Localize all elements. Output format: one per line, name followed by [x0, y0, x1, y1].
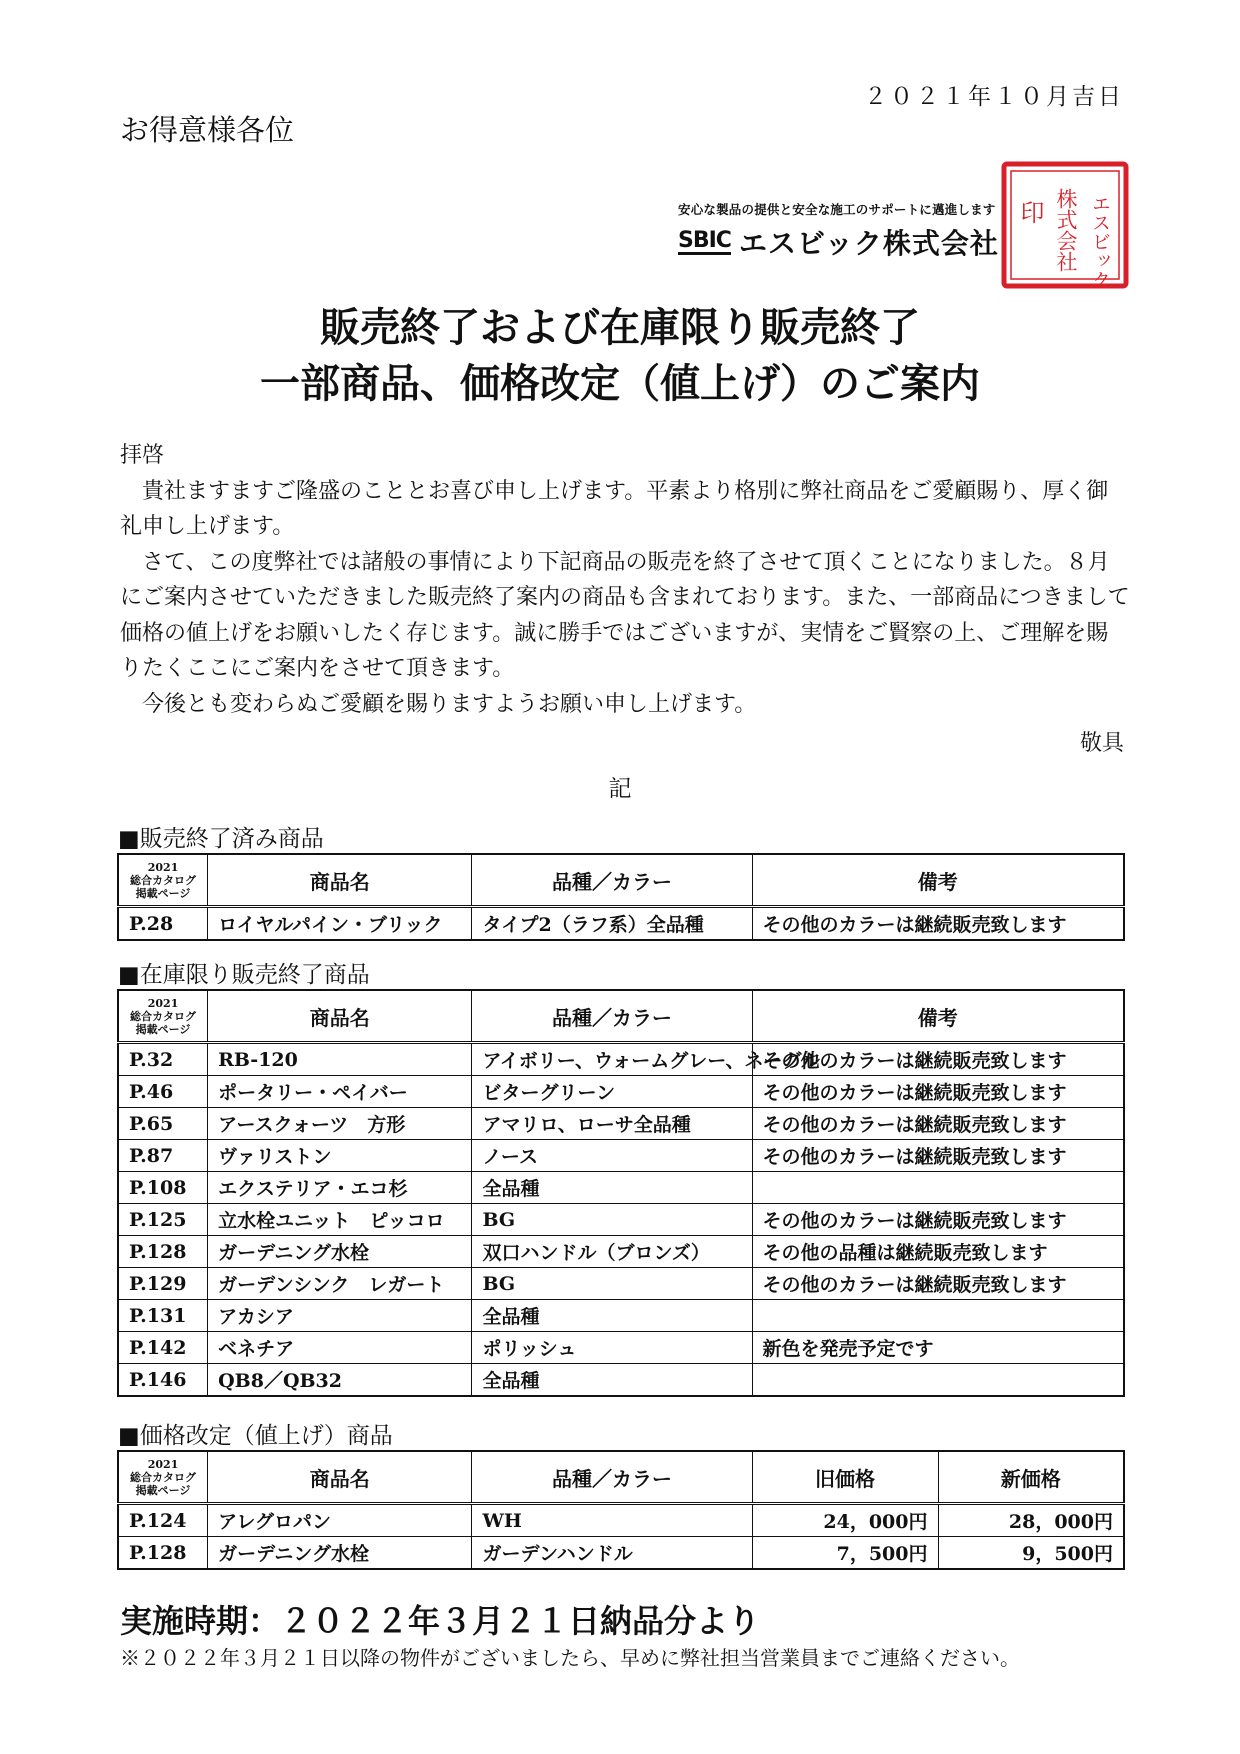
addressee: お得意様各位 [120, 113, 295, 147]
cell-page: P.108 [118, 1172, 208, 1204]
table-row [118, 1236, 1124, 1268]
header-new-price: 新価格 [938, 1451, 1124, 1504]
table-row [118, 907, 1124, 941]
section-title-discontinued: ■販売終了済み商品 [118, 826, 324, 852]
cell-old: 24，000円 [752, 1504, 938, 1537]
cell-name: アレグロパン [208, 1504, 472, 1537]
header-note: 備考 [752, 854, 1124, 907]
table-row [118, 1300, 1124, 1332]
cell-name: 立水栓ユニット ピッコロ [208, 1204, 472, 1236]
header-name: 商品名 [208, 854, 472, 907]
header-catalog-page [118, 990, 208, 1043]
header-catalog-page [118, 854, 208, 907]
cell-note: その他のカラーは継続販売致します [752, 1108, 1124, 1140]
company-tagline: 安心な製品の提供と安全な施工のサポートに邁進します [678, 202, 996, 217]
cell-name: アカシア [208, 1300, 472, 1332]
cell-kind: BG [472, 1268, 752, 1300]
cell-page: P.128 [118, 1537, 208, 1570]
cell-page: P.87 [118, 1140, 208, 1172]
cell-name: エクステリア・エコ杉 [208, 1172, 472, 1204]
table-row [118, 1076, 1124, 1108]
paragraph-3: 今後とも変わらぬご愛顧を賜りますようお願い申し上げます。 [142, 691, 757, 717]
table-row [118, 1043, 1124, 1076]
cell-page: P.32 [118, 1043, 208, 1076]
header-catalog-page-line: 2021 [147, 996, 179, 1010]
cell-page: P.146 [118, 1364, 208, 1397]
cell-kind: ノース [472, 1140, 752, 1172]
company-seal-icon [1000, 160, 1130, 290]
header-name: 商品名 [208, 1451, 472, 1504]
cell-note: その他のカラーは継続販売致します [752, 1043, 1124, 1076]
header-catalog-page-line: 総合カタログ [130, 873, 197, 887]
section-title-price-revision: ■価格改定（値上げ）商品 [118, 1423, 393, 1449]
cell-name: QB8／QB32 [208, 1364, 472, 1397]
table-row [118, 1268, 1124, 1300]
header-old-price: 旧価格 [752, 1451, 938, 1504]
header-note: 備考 [752, 990, 1124, 1043]
cell-kind: アマリロ、ローサ全品種 [472, 1108, 752, 1140]
paragraph-2: さて、この度弊社では諸般の事情により下記商品の販売を終了させて頂くことになりました。８月にご案内させていただきました販売終了案内の商品も含まれております。また、一部商品につきまして価格の値上げをお願いしたく存じます。誠に勝手ではございますが、実情をご賢察の上、ご理解を賜りたくここにご案内をさせて頂きます。 [120, 549, 1130, 681]
cell-new: 28，000円 [938, 1504, 1124, 1537]
cell-name: ベネチア [208, 1332, 472, 1364]
cell-kind: 全品種 [472, 1364, 752, 1397]
cell-page: P.129 [118, 1268, 208, 1300]
cell-page: P.142 [118, 1332, 208, 1364]
cell-kind: 全品種 [472, 1172, 752, 1204]
header-kind: 品種／カラー [472, 1451, 752, 1504]
table-header-row [118, 990, 1124, 1043]
cell-page: P.128 [118, 1236, 208, 1268]
table-row [118, 1504, 1124, 1537]
cell-note: 新色を発売予定です [752, 1332, 1124, 1364]
header-catalog-page-line: 総合カタログ [130, 1009, 197, 1023]
cell-note: その他のカラーは継続販売致します [752, 1140, 1124, 1172]
stock-limited-table [117, 989, 1125, 1397]
cell-name: ロイヤルパイン・ブリック [208, 907, 472, 941]
cell-page: P.131 [118, 1300, 208, 1332]
svg-text:株式会社: 株式会社 [1054, 188, 1078, 272]
table-row [118, 1172, 1124, 1204]
cell-note: その他の品種は継続販売致します [752, 1236, 1124, 1268]
header-name: 商品名 [208, 990, 472, 1043]
table-row [118, 1332, 1124, 1364]
cell-note: その他のカラーは継続販売致します [752, 1204, 1124, 1236]
cell-note [752, 1172, 1124, 1204]
header-catalog-page-line: 総合カタログ [130, 1470, 197, 1484]
header-catalog-page-line: 2021 [147, 1457, 179, 1471]
cell-kind: BG [472, 1204, 752, 1236]
cell-kind: ポリッシュ [472, 1332, 752, 1364]
title-line-2: 一部商品、価格改定（値上げ）のご案内 [260, 361, 980, 407]
paragraph-1: 貴社ますますご隆盛のこととお喜び申し上げます。平素より格別に弊社商品をご愛顧賜り、厚く御礼申し上げます。 [120, 478, 1109, 539]
company-logo-icon: SBIC [678, 227, 731, 253]
page-title [0, 300, 1240, 412]
title-line-1: 販売終了および在庫限り販売終了 [320, 305, 920, 351]
header-kind: 品種／カラー [472, 990, 752, 1043]
table-row [118, 1140, 1124, 1172]
svg-text:エスビック: エスビック [1089, 194, 1111, 289]
cell-kind: タイプ2（ラフ系）全品種 [472, 907, 752, 941]
table-header-row [118, 854, 1124, 907]
company-name: エスビック株式会社 [738, 227, 999, 260]
header-catalog-page-line: 掲載ページ [135, 1483, 191, 1497]
implementation-date: 実施時期：２０２２年３月２１日納品分より [120, 1602, 761, 1640]
svg-text:印: 印 [1016, 200, 1044, 224]
cell-page: P.125 [118, 1204, 208, 1236]
cell-kind: ビターグリーン [472, 1076, 752, 1108]
cell-name: ヴァリストン [208, 1140, 472, 1172]
cell-page: P.124 [118, 1504, 208, 1537]
header-catalog-page [118, 1451, 208, 1504]
cell-kind: 全品種 [472, 1300, 752, 1332]
table-header-row [118, 1451, 1124, 1504]
cell-page: P.28 [118, 907, 208, 941]
section-title-stock-limited: ■在庫限り販売終了商品 [118, 962, 370, 988]
issue-date: ２０２１年１０月吉日 [864, 84, 1124, 110]
cell-name: アースクォーツ 方形 [208, 1108, 472, 1140]
header-kind: 品種／カラー [472, 854, 752, 907]
cell-kind: WH [472, 1504, 752, 1537]
footnote: ※２０２２年３月２１日以降の物件がございましたら、早めに弊社担当営業員までご連絡ください。 [120, 1646, 1020, 1670]
cell-name: RB-120 [208, 1043, 472, 1076]
table-row [118, 1537, 1124, 1570]
cell-page: P.46 [118, 1076, 208, 1108]
table-row [118, 1108, 1124, 1140]
cell-name: ガーデニング水栓 [208, 1236, 472, 1268]
cell-name: ポータリー・ペイバー [208, 1076, 472, 1108]
cell-page: P.65 [118, 1108, 208, 1140]
opening-word: 拝啓 [120, 443, 165, 468]
cell-note [752, 1364, 1124, 1397]
table-row [118, 1204, 1124, 1236]
cell-note: その他のカラーは継続販売致します [752, 1268, 1124, 1300]
ki-heading: 記 [608, 776, 632, 802]
price-revision-table [117, 1450, 1125, 1570]
discontinued-table [117, 853, 1125, 941]
cell-note: その他のカラーは継続販売致します [752, 1076, 1124, 1108]
cell-kind: ガーデンハンドル [472, 1537, 752, 1570]
header-catalog-page-line: 2021 [147, 860, 179, 874]
cell-note: その他のカラーは継続販売致します [752, 907, 1124, 941]
table-row [118, 1364, 1124, 1397]
cell-name: ガーデニング水栓 [208, 1537, 472, 1570]
letter-body [120, 438, 1130, 722]
cell-old: 7，500円 [752, 1537, 938, 1570]
cell-kind: 双口ハンドル（ブロンズ） [472, 1236, 752, 1268]
closing-word: 敬具 [1079, 731, 1124, 756]
header-catalog-page-line: 掲載ページ [135, 886, 191, 900]
cell-kind: アイボリー、ウォームグレー、ネーグル [472, 1043, 752, 1076]
cell-name: ガーデンシンク レガート [208, 1268, 472, 1300]
cell-note [752, 1300, 1124, 1332]
header-catalog-page-line: 掲載ページ [135, 1022, 191, 1036]
cell-new: 9，500円 [938, 1537, 1124, 1570]
